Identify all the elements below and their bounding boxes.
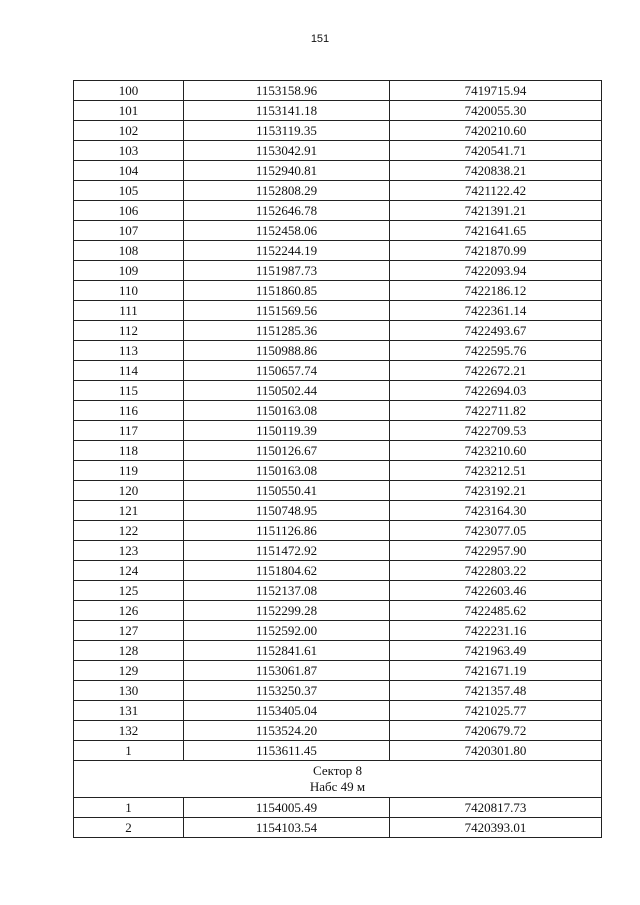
coord-y-cell: 7422093.94 [390, 261, 602, 281]
table-row [74, 341, 602, 361]
table-row [74, 481, 602, 501]
point-number-cell: 102 [74, 121, 184, 141]
coord-y-cell: 7422694.03 [390, 381, 602, 401]
coord-x-cell: 1150126.67 [184, 441, 390, 461]
table-row [74, 161, 602, 181]
table-row [74, 601, 602, 621]
point-number-cell: 2 [74, 818, 184, 838]
coord-y-cell: 7422603.46 [390, 581, 602, 601]
coord-y-cell: 7420055.30 [390, 101, 602, 121]
coord-y-cell: 7422231.16 [390, 621, 602, 641]
coord-x-cell: 1152841.61 [184, 641, 390, 661]
point-number-cell: 131 [74, 701, 184, 721]
point-number-cell: 123 [74, 541, 184, 561]
table-row [74, 461, 602, 481]
coord-x-cell: 1150163.08 [184, 461, 390, 481]
point-number-cell: 114 [74, 361, 184, 381]
sector-header-body [74, 761, 602, 798]
point-number-cell: 111 [74, 301, 184, 321]
point-number-cell: 110 [74, 281, 184, 301]
coord-x-cell: 1153119.35 [184, 121, 390, 141]
table-body-sector-points [74, 798, 602, 838]
point-number-cell: 126 [74, 601, 184, 621]
coord-x-cell: 1150748.95 [184, 501, 390, 521]
coord-x-cell: 1151987.73 [184, 261, 390, 281]
coord-x-cell: 1152592.00 [184, 621, 390, 641]
table-row [74, 281, 602, 301]
point-number-cell: 112 [74, 321, 184, 341]
page-number: 151 [310, 33, 330, 45]
table-row [74, 741, 602, 761]
coord-y-cell: 7420210.60 [390, 121, 602, 141]
point-number-cell: 118 [74, 441, 184, 461]
table-row [74, 81, 602, 101]
table-row [74, 721, 602, 741]
coord-y-cell: 7423210.60 [390, 441, 602, 461]
coord-x-cell: 1152940.81 [184, 161, 390, 181]
sector-height: Набс 49 м [309, 779, 366, 794]
coord-x-cell: 1151126.86 [184, 521, 390, 541]
coord-x-cell: 1152244.19 [184, 241, 390, 261]
coord-y-cell: 7421122.42 [390, 181, 602, 201]
point-number-cell: 122 [74, 521, 184, 541]
table-row [74, 401, 602, 421]
coord-y-cell: 7422711.82 [390, 401, 602, 421]
coord-x-cell: 1150657.74 [184, 361, 390, 381]
coord-y-cell: 7422672.21 [390, 361, 602, 381]
point-number-cell: 116 [74, 401, 184, 421]
table-row [74, 701, 602, 721]
coord-x-cell: 1150502.44 [184, 381, 390, 401]
table-row [74, 641, 602, 661]
table-row [74, 141, 602, 161]
coord-x-cell: 1151472.92 [184, 541, 390, 561]
table-row [74, 121, 602, 141]
coord-y-cell: 7421025.77 [390, 701, 602, 721]
coord-y-cell: 7420817.73 [390, 798, 602, 818]
coord-y-cell: 7422493.67 [390, 321, 602, 341]
table-row [74, 541, 602, 561]
coord-y-cell: 7420393.01 [390, 818, 602, 838]
coord-x-cell: 1153250.37 [184, 681, 390, 701]
point-number-cell: 115 [74, 381, 184, 401]
coord-y-cell: 7422186.12 [390, 281, 602, 301]
coord-x-cell: 1153405.04 [184, 701, 390, 721]
point-number-cell: 109 [74, 261, 184, 281]
coord-x-cell: 1153061.87 [184, 661, 390, 681]
table-row [74, 221, 602, 241]
coord-y-cell: 7423164.30 [390, 501, 602, 521]
point-number-cell: 129 [74, 661, 184, 681]
coord-y-cell: 7423192.21 [390, 481, 602, 501]
coord-y-cell: 7421357.48 [390, 681, 602, 701]
table-row [74, 581, 602, 601]
table-row [74, 181, 602, 201]
table-row [74, 561, 602, 581]
point-number-cell: 105 [74, 181, 184, 201]
point-number-cell: 117 [74, 421, 184, 441]
coord-y-cell: 7421391.21 [390, 201, 602, 221]
point-number-cell: 107 [74, 221, 184, 241]
coord-y-cell: 7422709.53 [390, 421, 602, 441]
coord-x-cell: 1153141.18 [184, 101, 390, 121]
coord-y-cell: 7423212.51 [390, 461, 602, 481]
point-number-cell: 108 [74, 241, 184, 261]
point-number-cell: 130 [74, 681, 184, 701]
point-number-cell: 125 [74, 581, 184, 601]
point-number-cell: 1 [74, 741, 184, 761]
coord-x-cell: 1152299.28 [184, 601, 390, 621]
point-number-cell: 121 [74, 501, 184, 521]
point-number-cell: 103 [74, 141, 184, 161]
coord-y-cell: 7422803.22 [390, 561, 602, 581]
coord-x-cell: 1153158.96 [184, 81, 390, 101]
table-row [74, 621, 602, 641]
table-row [74, 321, 602, 341]
coord-x-cell: 1153042.91 [184, 141, 390, 161]
coord-x-cell: 1151860.85 [184, 281, 390, 301]
coord-x-cell: 1152808.29 [184, 181, 390, 201]
coord-y-cell: 7422361.14 [390, 301, 602, 321]
table-row [74, 361, 602, 381]
table-row [74, 818, 602, 838]
coord-y-cell: 7423077.05 [390, 521, 602, 541]
coord-x-cell: 1151285.36 [184, 321, 390, 341]
table-row [74, 421, 602, 441]
point-number-cell: 104 [74, 161, 184, 181]
sector-title: Сектор 8 [312, 763, 362, 778]
table-row [74, 661, 602, 681]
table-row [74, 501, 602, 521]
coord-y-cell: 7420301.80 [390, 741, 602, 761]
coord-x-cell: 1150119.39 [184, 421, 390, 441]
coord-x-cell: 1150550.41 [184, 481, 390, 501]
coord-y-cell: 7419715.94 [390, 81, 602, 101]
coord-y-cell: 7422957.90 [390, 541, 602, 561]
coord-y-cell: 7421963.49 [390, 641, 602, 661]
coord-x-cell: 1154103.54 [184, 818, 390, 838]
table-row [74, 201, 602, 221]
table-row [74, 521, 602, 541]
table-row [74, 301, 602, 321]
coord-y-cell: 7420679.72 [390, 721, 602, 741]
point-number-cell: 119 [74, 461, 184, 481]
point-number-cell: 101 [74, 101, 184, 121]
coord-x-cell: 1154005.49 [184, 798, 390, 818]
coord-x-cell: 1152458.06 [184, 221, 390, 241]
point-number-cell: 120 [74, 481, 184, 501]
coord-y-cell: 7420541.71 [390, 141, 602, 161]
coord-y-cell: 7421870.99 [390, 241, 602, 261]
table-body-points [74, 81, 602, 761]
table-row [74, 241, 602, 261]
coord-x-cell: 1151804.62 [184, 561, 390, 581]
coord-x-cell: 1150988.86 [184, 341, 390, 361]
coord-y-cell: 7421671.19 [390, 661, 602, 681]
coord-x-cell: 1152646.78 [184, 201, 390, 221]
table-row [74, 441, 602, 461]
sector-header [74, 761, 602, 798]
coord-y-cell: 7422595.76 [390, 341, 602, 361]
point-number-cell: 128 [74, 641, 184, 661]
table-row [74, 681, 602, 701]
point-number-cell: 132 [74, 721, 184, 741]
point-number-cell: 100 [74, 81, 184, 101]
table-row [74, 798, 602, 818]
point-number-cell: 1 [74, 798, 184, 818]
table-row [74, 101, 602, 121]
sector-header-row [74, 761, 602, 798]
table-row [74, 261, 602, 281]
coord-y-cell: 7421641.65 [390, 221, 602, 241]
coord-x-cell: 1152137.08 [184, 581, 390, 601]
point-number-cell: 124 [74, 561, 184, 581]
coord-y-cell: 7422485.62 [390, 601, 602, 621]
coord-x-cell: 1151569.56 [184, 301, 390, 321]
point-number-cell: 106 [74, 201, 184, 221]
coord-x-cell: 1153524.20 [184, 721, 390, 741]
table-row [74, 381, 602, 401]
coordinates-table [73, 80, 602, 838]
coord-x-cell: 1153611.45 [184, 741, 390, 761]
coord-x-cell: 1150163.08 [184, 401, 390, 421]
coord-y-cell: 7420838.21 [390, 161, 602, 181]
point-number-cell: 113 [74, 341, 184, 361]
point-number-cell: 127 [74, 621, 184, 641]
